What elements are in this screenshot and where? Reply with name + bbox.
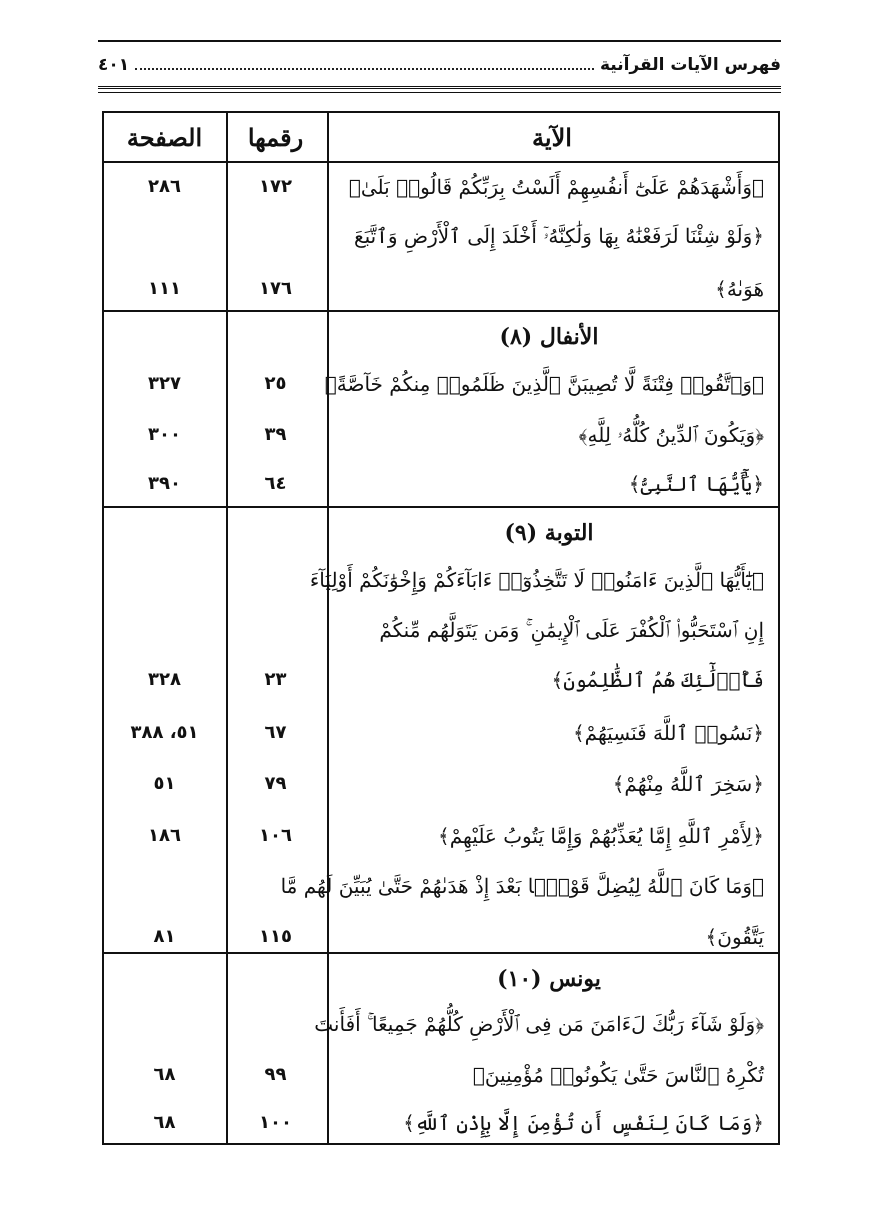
verse-text: ﴿وَمَا كَانَ ٱللَّهُ لِيُضِلَّ قَوْمًۢا بَعْدَ إِذْ هَدَىٰهُمْ حَتَّىٰ يُبَيِّنَ لَهُم مَّا: [280, 874, 764, 898]
verse-number: ٧٩: [264, 773, 287, 794]
surah-heading: الأنفال (٨): [499, 324, 599, 350]
page-number: ٤٠١: [98, 55, 130, 75]
verse-number: [225, 860, 326, 912]
running-header: [98, 50, 781, 80]
verse-text: إِنِ ٱسْتَحَبُّوا۟ ٱلْكُفْرَ عَلَى ٱلْإِيمَٰنِ ۚ وَمَن يَتَوَلَّهُم مِّنكُمْ: [379, 618, 764, 642]
verse-text: فَأُو۟لَٰٓئِكَ هُمُ ٱلظَّٰلِمُونَ﴾: [551, 668, 764, 692]
page-reference: ٦٨: [153, 1064, 176, 1085]
page-reference: ٥١: [153, 773, 176, 794]
verse-number: ٢٥: [264, 373, 287, 394]
verse-text: ﴿وَٱتَّقُوا۟ فِتْنَةً لَّا تُصِيبَنَّ ٱلَّذِينَ ظَلَمُوا۟ مِنكُمْ خَآصَّةً﴾: [324, 372, 764, 396]
verse-number: ٦٧: [264, 722, 287, 743]
header-page: الصفحة: [126, 122, 203, 152]
verse-index-table: [102, 111, 780, 1145]
surah-heading: يونس (١٠): [497, 966, 601, 992]
verse-number: ١٠٠: [259, 1112, 292, 1133]
verse-number: ٦٤: [264, 473, 287, 494]
page-reference: [104, 210, 225, 262]
verse-text: ﴿يَٰٓأَيُّهَا ٱلنَّبِىُّ﴾: [628, 472, 764, 496]
leader-dots: [135, 68, 594, 70]
verse-number: [225, 210, 326, 262]
header-ref: رقمها: [247, 122, 304, 152]
column-divider: [327, 113, 329, 1143]
page-reference: ٣٩٠: [148, 473, 181, 494]
verse-number: ١٧٢: [259, 176, 292, 197]
verse-text: تُكْرِهُ ٱلنَّاسَ حَتَّىٰ يَكُونُوا۟ مُؤْمِنِينَ﴾: [472, 1063, 764, 1087]
verse-number: [225, 998, 326, 1050]
verse-number: ٢٣: [264, 669, 287, 690]
verse-number: [225, 604, 326, 656]
page-reference: ٢٨٦: [148, 176, 181, 197]
verse-text: ﴿سَخِرَ ٱللَّهُ مِنْهُمْ﴾: [612, 772, 764, 796]
page-reference: ٣٢٨: [148, 669, 181, 690]
page-reference: [104, 604, 225, 656]
page-reference: ٦٨: [153, 1112, 176, 1133]
verse-text: هَوَىٰهُ﴾: [715, 277, 764, 301]
top-rule: [98, 40, 781, 42]
verse-number: ٩٩: [264, 1064, 287, 1085]
verse-text: ﴿وَأَشْهَدَهُمْ عَلَىٰٓ أَنفُسِهِمْ أَلَسْتُ بِرَبِّكُمْ قَالُوا۟ بَلَىٰ﴾: [348, 175, 764, 199]
verse-number: [225, 554, 326, 606]
verse-number: ١٧٦: [259, 278, 292, 299]
page-reference: ٥١، ٣٨٨: [130, 722, 199, 743]
verse-text: ﴿وَمَا كَانَ لِنَفْسٍ أَن تُؤْمِنَ إِلَّا بِإِذْنِ ٱللَّهِ﴾: [403, 1111, 764, 1135]
page-reference: ٣٢٧: [148, 373, 181, 394]
page-reference: ٣٠٠: [148, 424, 181, 445]
verse-text: يَتَّقُونَ﴾: [705, 925, 764, 949]
page-reference: ١٨٦: [148, 825, 181, 846]
verse-text: ﴿يَٰٓأَيُّهَا ٱلَّذِينَ ءَامَنُوا۟ لَا تَتَّخِذُوٓا۟ ءَابَآءَكُمْ وَإِخْوَٰنَكُمْ أَوْلِيَآءَ: [309, 568, 764, 592]
verse-text: ﴿وَلَوْ شِئْنَا لَرَفَعْنَٰهُ بِهَا وَلَٰكِنَّهُۥٓ أَخْلَدَ إِلَى ٱلْأَرْضِ وَٱتَّبَعَ: [353, 224, 764, 248]
header-double-rule: [98, 86, 781, 93]
page-reference: ١١١: [148, 278, 181, 299]
surah-heading: التوبة (٩): [504, 520, 594, 546]
verse-text: ﴿لِأَمْرِ ٱللَّهِ إِمَّا يُعَذِّبُهُمْ وَإِمَّا يَتُوبُ عَلَيْهِمْ﴾: [438, 824, 764, 848]
verse-number: ١٠٦: [259, 825, 292, 846]
page-reference: [104, 998, 225, 1050]
verse-number: ٣٩: [264, 424, 287, 445]
page-reference: [104, 554, 225, 606]
verse-text: ﴿وَيَكُونَ ٱلدِّينُ كُلُّهُۥ لِلَّهِ﴾: [578, 423, 764, 447]
verse-text: ﴿نَسُوا۟ ٱللَّهَ فَنَسِيَهُمْ﴾: [572, 721, 764, 745]
running-title: فهرس الآيات القرآنية: [599, 55, 781, 75]
verse-number: ١١٥: [259, 926, 292, 947]
page-reference: [104, 860, 225, 912]
verse-text: ﴿وَلَوْ شَآءَ رَبُّكَ لَءَامَنَ مَن فِى ٱلْأَرْضِ كُلُّهُمْ جَمِيعًا ۚ أَفَأَنتَ: [314, 1012, 764, 1036]
page-reference: ٨١: [153, 926, 176, 947]
header-verse: الآية: [532, 122, 572, 152]
